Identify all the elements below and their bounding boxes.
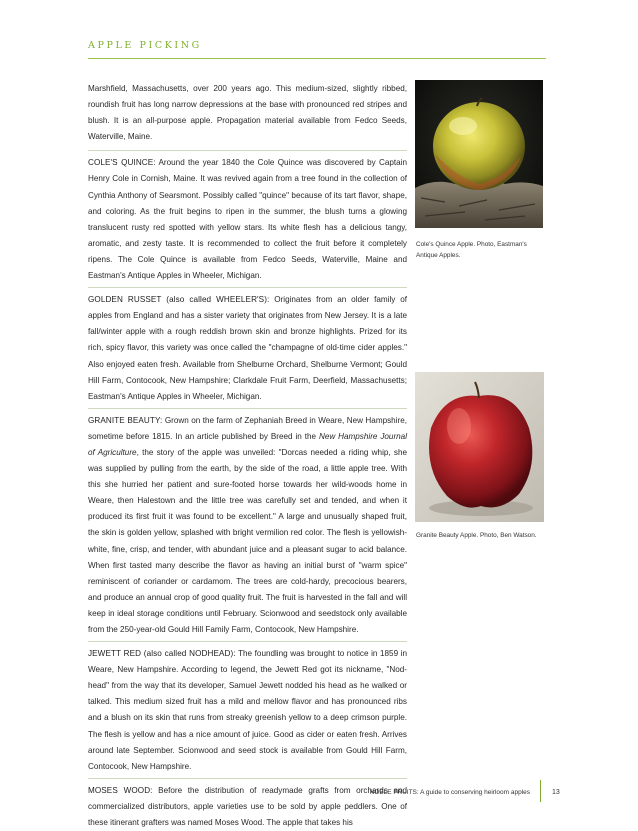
page-number: 13 [552,789,560,796]
coles-quince-apple-image [415,80,543,228]
divider [88,778,407,779]
footer-title: NOBLE FRUITS: A guide to conserving heirloom apples [369,789,530,796]
divider [88,408,407,409]
jewett-red-entry [88,646,407,775]
intro-paragraph: Marshfield, Massachusetts, over 200 years ago. This medium-sized, slightly ribbed, roundish fruit has long narrow depressions at the base with pronounced red stripes and blush. It is an all-purpose apple. Propagation material available from Fedco Seeds, Waterville, Maine. [88,84,407,142]
text-column [88,81,407,831]
coles-quince-photo [415,80,543,228]
divider [88,641,407,642]
coles-quince-term: COLE'S QUINCE: [88,158,156,168]
footer-rule [540,780,541,802]
divider [88,150,407,151]
moses-wood-text: Before the distribution of readymade grafts from orchards and commercialized distributors, apple varieties use to be sold by apple peddlers. One of these itinerant grafters was named Moses Wood. The apple that takes his [88,785,407,828]
jewett-red-text: The foundling was brought to notice in 1859 in Weare, New Hampshire. According to legend, the Jewett Red got its nickname, "Nod-head" from the way that its developer, Samuel Jewett nodded his head as he walked or talked. This medium sized fruit has a mild and mellow flavor and has pronounced ribs and a blush on its skin that runs from streaky greenish yellow to a deep crimson purple. The flesh is yellow and has a nice amount of juice. Good as cider or eaten fresh. Arrives around late September. Scionwood and seed stock is available from Gould Hill Farm, Contocook, New Hampshire. [88,649,408,771]
granite-beauty-text-1: Grown on the farm of Zephaniah Breed in Weare, New Hampshire, sometime before 1815. In an article published by Breed in the [88,415,407,441]
divider [88,287,407,288]
coles-quince-text: Around the year 1840 the Cole Quince was discovered by Captain Henry Cole in Cornish, Maine. It was revived again from a tree found in the collection of Cynthia Anthony of Searsmont. Possibly called "quince" because of its tart flavor, shape, and coloring. As the fruit begins to ripen in the summer, the blush turns a glowing translucent rusty red spotted with yellow stars. Its white flesh has a delicious tangy, aromatic, and zesty taste. It is recommended to collect the fruit before it completely ripens. The Cole Quince is available from Fedco Seeds, Waterville, Maine and Eastman's Antique Apples in Wheeler, Michigan. [88,158,407,281]
granite-beauty-text-2: , the story of the apple was unveiled: "Dorcas needed a riding whip, she was supplied by pulling from the earth, by the side of the road, a little apple tree. With this she hurried her patient and sure-footed horse towards her wild-woods home in Weare, then Halestown and the little tree was carefully set and tended, and when it produced its first fruit it was found to be excellent." A large and unusually shaped fruit, the skin is golden yellow, splashed with bright vermilion red color. The flesh is yellowish-white, fine, crisp, and tender, with abundant juice and a pleasant sugar to acid balance. When first tasted many describe the flavor as having an initial burst of "warm spice" reminiscent of coriander or cardamom. The trees are cold-hardy, precocious bearers, and produce an annual crop of good quality fruit. The fruit is harvested in the fall and will keep in ideal storage conditions until February. Scionwood and seedstock only available from the 250-year-old Gould Hill Family Farm, Contocook, New Hampshire. [88,447,407,634]
granite-beauty-photo [415,372,544,522]
golden-russet-entry [88,292,407,405]
granite-beauty-term: GRANITE BEAUTY: [88,415,163,425]
header-rule [88,58,546,59]
journal-title: New Hampshire Journal of Agriculture [88,431,407,457]
golden-russet-term: GOLDEN RUSSET (also called WHEELER'S): [88,295,270,305]
granite-beauty-entry [88,413,407,638]
moses-wood-term: MOSES WOOD: [88,785,153,795]
section-title: APPLE PICKING [88,40,202,51]
golden-russet-text: Originates from an older family of apples from England and has a sister variety that originates from New Jersey. It is a late fall/winter apple with a rough reddish brown skin and bronze highlights. Prized for its rich, spicy flavor, this variety was once called the "champagne of old-time cider apples." Also enjoyed eaten fresh. Available from Shelburne Orchard, Shelburne Vermont; Gould Hill Farm, Contocook, New Hampshire; Clarkdale Fruit Farm, Deerfield, Massachusetts; Eastman's Antique Apples in Wheeler, Michigan. [88,295,407,401]
granite-beauty-apple-image [415,372,544,522]
coles-quince-caption: Cole's Quince Apple. Photo, Eastman's Antique Apples. [416,241,527,259]
coles-quince-entry [88,155,407,284]
granite-beauty-caption: Granite Beauty Apple. Photo, Ben Watson. [416,532,537,539]
jewett-red-term: JEWETT RED (also called NODHEAD): [88,649,236,659]
